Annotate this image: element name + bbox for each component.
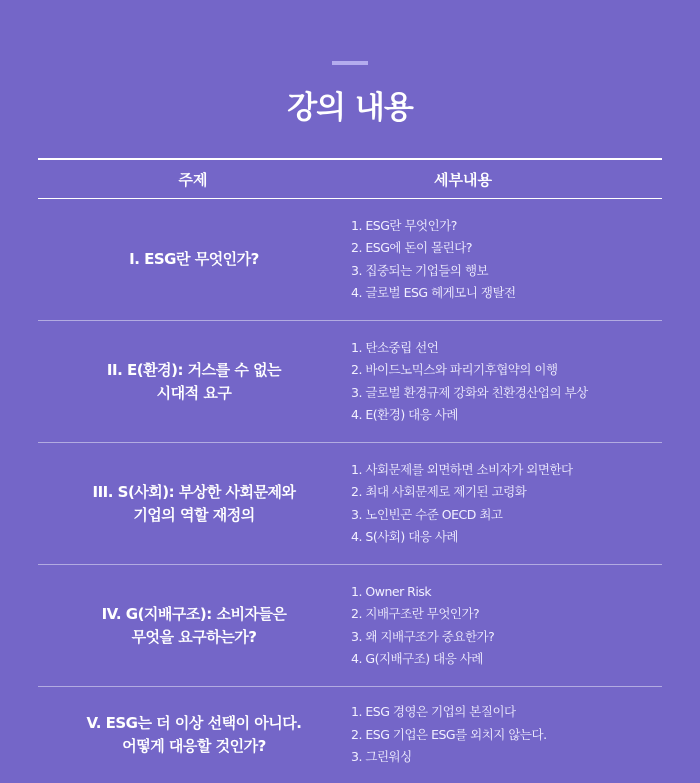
topic-line: II. E(환경): 거스를 수 없는 [106, 360, 282, 379]
detail-item: 2. 바이드노믹스와 파리기후협약의 이행 [351, 362, 558, 377]
detail-item: 3. 그린워싱 [351, 749, 412, 765]
table-row [38, 199, 662, 321]
topic-line: III. S(사회): 부상한 사회문제와 [92, 482, 296, 501]
detail-item: 1. ESG란 무엇인가? [351, 217, 457, 233]
table-row [38, 321, 662, 443]
topic-line: 무엇을 요구하는가? [131, 627, 257, 646]
detail-list [350, 701, 547, 769]
detail-item: 2. ESG에 돈이 몰린다? [351, 240, 472, 255]
detail-item: 1. ESG 경영은 기업의 본질이다 [351, 704, 516, 720]
detail-item: 4. 글로벌 ESG 헤게모니 쟁탈전 [351, 285, 516, 300]
detail-item: 1. 사회문제를 외면하면 소비자가 외면한다 [351, 461, 573, 477]
detail-item: 2. ESG 기업은 ESG를 외치지 않는다. [351, 726, 547, 742]
detail-item: 3. 노인빈곤 수준 OECD 최고 [351, 506, 503, 522]
detail-item: 3. 왜 지배구조가 중요한가? [351, 628, 495, 644]
column-header-details: 세부내용 [434, 170, 492, 189]
table-row [38, 443, 662, 565]
table-header [38, 160, 662, 199]
topic-line: 어떻게 대응할 것인가? [122, 737, 266, 755]
title-accent-bar [332, 61, 368, 65]
topic-cell [38, 359, 350, 405]
topic-cell [38, 481, 350, 527]
column-header-topic: 주제 [178, 170, 208, 189]
topic-line: 기업의 역할 재정의 [133, 505, 255, 524]
detail-item: 1. Owner Risk [351, 583, 432, 599]
topic-line: V. ESG는 더 이상 선택이 아니다. [86, 714, 302, 732]
detail-item: 4. S(사회) 대응 사례 [351, 529, 458, 544]
lecture-table [38, 158, 662, 783]
detail-item: 4. E(환경) 대응 사례 [351, 407, 458, 422]
topic-cell [38, 712, 350, 758]
topic-cell [38, 603, 350, 649]
detail-item: 2. 지배구조란 무엇인가? [351, 606, 480, 621]
topic-line: IV. G(지배구조): 소비자들은 [101, 604, 287, 623]
topic-line: 시대적 요구 [156, 383, 232, 402]
detail-list [350, 459, 573, 549]
detail-list [350, 215, 516, 305]
detail-list [350, 581, 494, 671]
topic-line: I. ESG란 무엇인가? [129, 250, 259, 268]
table-row [38, 687, 662, 783]
detail-item: 4. G(지배구조) 대응 사례 [351, 651, 483, 666]
table-row [38, 565, 662, 687]
detail-item: 3. 글로벌 환경규제 강화와 친환경산업의 부상 [351, 384, 588, 400]
page-title: 강의 내용 [287, 90, 413, 126]
detail-item: 2. 최대 사회문제로 제기된 고령화 [351, 484, 527, 499]
detail-item: 3. 집중되는 기업들의 행보 [351, 262, 489, 278]
detail-list [350, 337, 588, 427]
topic-cell [38, 248, 350, 271]
detail-item: 1. 탄소중립 선언 [351, 339, 439, 355]
